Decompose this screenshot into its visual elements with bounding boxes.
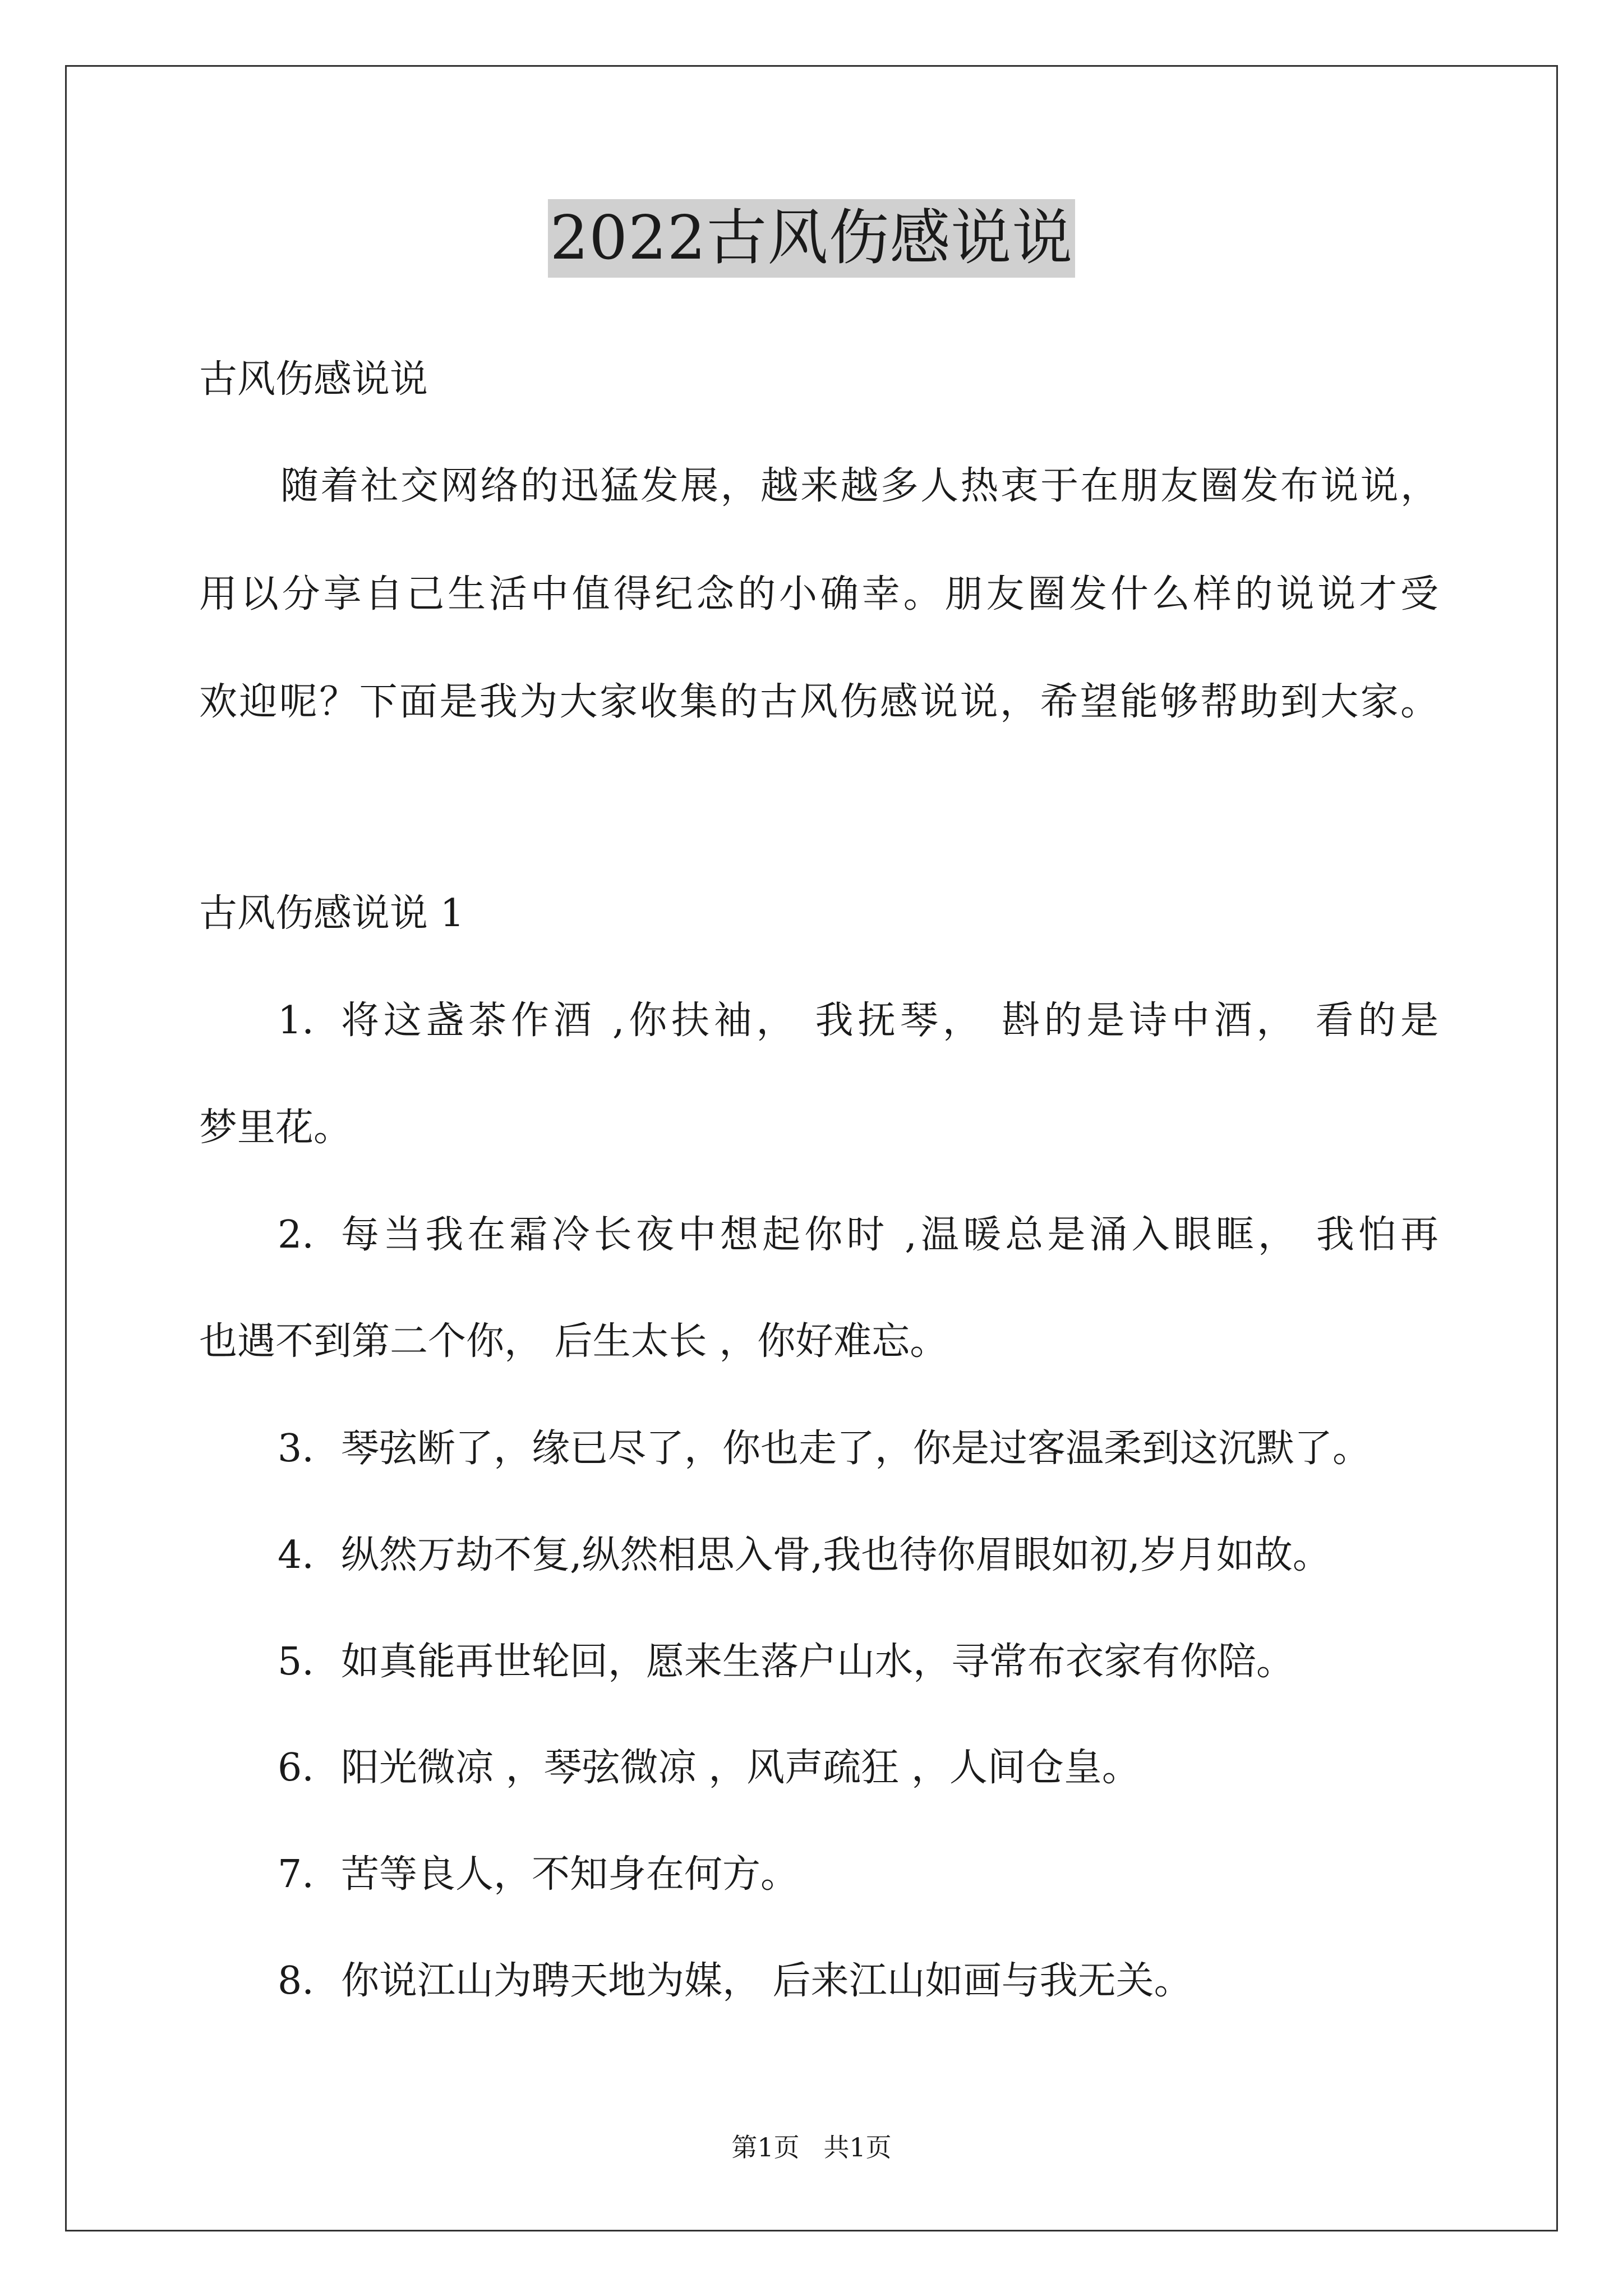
list-item-text-cont: 也遇不到第二个你， 后生太长 ，你好难忘。 xyxy=(199,1319,948,1364)
list-item-number: 1. xyxy=(278,999,314,1043)
list-item-text: 你说江山为聘天地为媒， 后来江山如画与我无关。 xyxy=(341,1959,1192,2003)
intro-heading: 古风伤感说说 xyxy=(199,357,428,402)
list-item-number: 6. xyxy=(278,1746,314,1790)
list-item-text: 每当我在霜冷长夜中想起你时 ,温暖总是涌入眼眶， 我怕再 xyxy=(341,1213,1438,1257)
list-item-text: 琴弦断了，缘已尽了，你也走了，你是过客温柔到这沉默了。 xyxy=(341,1427,1371,1471)
intro-line-1: 随着社交网络的迅猛发展，越来越多人热衷于在朋友圈发布说说， xyxy=(280,464,1438,508)
page-footer xyxy=(0,2131,1623,2164)
list-item-number: 8. xyxy=(278,1959,314,2003)
list-item-number: 7. xyxy=(278,1852,314,1897)
list-item-text: 纵然万劫不复,纵然相思入骨,我也待你眉眼如初,岁月如故。 xyxy=(341,1533,1331,1577)
list-item-number: 3. xyxy=(278,1427,314,1471)
list-item-number: 5. xyxy=(278,1640,314,1684)
section-heading: 古风伤感说说 1 xyxy=(199,891,464,936)
list-item-number: 4. xyxy=(278,1533,314,1577)
document-title: 2022古风伤感说说 xyxy=(548,199,1076,278)
title-container xyxy=(0,199,1623,278)
list-item-text-cont: 梦里花。 xyxy=(199,1106,352,1150)
list-item-text: 如真能再世轮回，愿来生落户山水，寻常布衣家有你陪。 xyxy=(341,1640,1295,1684)
intro-line-2: 用以分享自己生活中值得纪念的小确幸。朋友圈发什么样的说说才受 xyxy=(199,572,1438,616)
list-item-number: 2. xyxy=(278,1213,314,1257)
page-total: 共1页 xyxy=(823,2132,892,2162)
intro-line-3: 欢迎呢？下面是我为大家收集的古风伤感说说，希望能够帮助到大家。 xyxy=(199,680,1438,724)
list-item-text: 将这盏茶作酒 ,你扶袖， 我抚琴， 斟的是诗中酒， 看的是 xyxy=(341,999,1438,1043)
page-number: 第1页 xyxy=(731,2132,800,2162)
list-item-text: 阳光微凉 ，琴弦微凉 ，风声疏狂 ，人间仓皇。 xyxy=(341,1746,1140,1790)
list-item-text: 苦等良人，不知身在何方。 xyxy=(341,1852,799,1897)
